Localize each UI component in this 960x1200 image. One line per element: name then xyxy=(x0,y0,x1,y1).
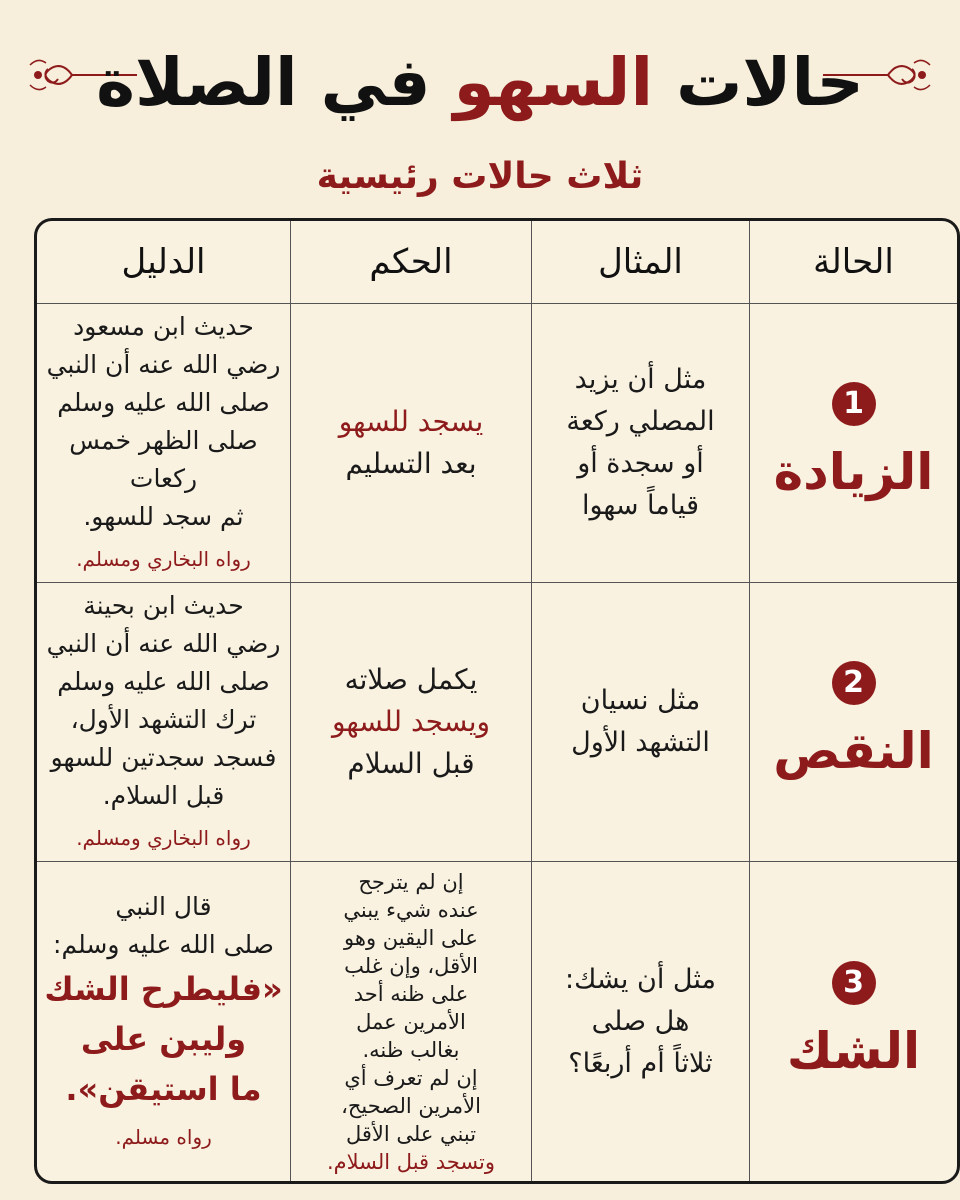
evidence-line: صلى الله عليه وسلم xyxy=(57,667,270,696)
header-evidence: الدليل xyxy=(37,221,291,304)
evidence-cell xyxy=(37,304,291,583)
number-badge: 2 xyxy=(832,661,876,705)
evidence-line: قال النبي xyxy=(115,891,212,921)
page-title xyxy=(0,38,960,128)
ruling-line-highlight: وتسجد قبل السلام. xyxy=(326,1149,496,1174)
evidence-line: رضي الله عنه أن النبي xyxy=(46,629,281,658)
hadith-quote-line: وليبن على xyxy=(80,1019,247,1058)
title-part-3: في الصلاة xyxy=(96,44,431,121)
ruling-line-highlight: ويسجد للسهو xyxy=(331,705,491,738)
evidence-line: صلى الظهر خمس ركعات xyxy=(69,426,258,493)
ruling-line: بعد التسليم xyxy=(345,447,477,480)
header xyxy=(0,0,960,215)
ruling-line: يكمل صلاته xyxy=(344,663,478,696)
example-line: أو سجدة أو xyxy=(577,448,704,479)
title-part-2: السهو xyxy=(453,44,654,121)
evidence-cell xyxy=(37,583,291,862)
hadith-quote-line: ما استيقن». xyxy=(65,1069,262,1108)
example-line: ثلاثاً أم أربعًا؟ xyxy=(568,1047,713,1079)
table-row xyxy=(37,304,957,583)
table-row xyxy=(37,862,957,1182)
example-cell xyxy=(532,304,750,583)
header-ruling: الحكم xyxy=(291,221,532,304)
evidence-source: رواه البخاري ومسلم. xyxy=(76,547,251,571)
evidence-line: ثم سجد للسهو. xyxy=(83,502,244,531)
table-header-row xyxy=(37,221,957,304)
case-cell xyxy=(750,583,958,862)
ruling-line: بغالب ظنه. xyxy=(362,1037,460,1062)
evidence-line: ترك التشهد الأول، xyxy=(70,705,257,734)
evidence-line: حديث ابن بحينة xyxy=(83,591,244,620)
example-line: المصلي ركعة xyxy=(566,406,715,437)
title-part-1: حالات xyxy=(676,44,864,121)
example-line: مثل أن يزيد xyxy=(574,364,707,395)
case-cell xyxy=(750,862,958,1182)
evidence-line: صلى الله عليه وسلم xyxy=(57,388,270,417)
cases-table xyxy=(37,221,957,1181)
header-example: المثال xyxy=(532,221,750,304)
ruling-line: الأمرين عمل xyxy=(356,1009,466,1034)
case-name: النقص xyxy=(773,722,934,780)
number-badge: 3 xyxy=(832,961,876,1005)
ruling-line: الأمرين الصحيح، xyxy=(341,1093,481,1118)
ruling-line: تبني على الأقل xyxy=(345,1121,477,1146)
evidence-line: رضي الله عنه أن النبي xyxy=(46,350,281,379)
evidence-cell xyxy=(37,862,291,1182)
number-badge: 1 xyxy=(832,382,876,426)
example-line: هل صلى xyxy=(591,1005,690,1037)
evidence-source: رواه البخاري ومسلم. xyxy=(76,826,251,850)
hadith-quote-line: «فليطرح الشك xyxy=(44,969,283,1008)
header-case: الحالة xyxy=(750,221,958,304)
ruling-line: على اليقين وهو xyxy=(344,925,478,950)
ruling-cell xyxy=(291,862,532,1182)
example-line: مثل نسيان xyxy=(580,685,701,716)
evidence-line: فسجد سجدتين للسهو xyxy=(50,743,277,772)
ruling-line: على ظنه أحد xyxy=(353,981,469,1006)
evidence-line: حديث ابن مسعود xyxy=(73,312,254,341)
case-name: الشك xyxy=(786,1021,921,1080)
ruling-cell xyxy=(291,304,532,583)
example-cell xyxy=(532,583,750,862)
example-line: قياماً سهوا xyxy=(581,490,700,521)
evidence-line: قبل السلام. xyxy=(102,781,225,810)
ruling-cell xyxy=(291,583,532,862)
example-line: مثل أن يشك: xyxy=(564,963,716,995)
ruling-line-highlight: يسجد للسهو xyxy=(338,405,484,438)
sahw-table xyxy=(34,218,960,1184)
ruling-line: قبل السلام xyxy=(347,747,475,780)
example-line: التشهد الأول xyxy=(571,727,710,758)
evidence-line: صلى الله عليه وسلم: xyxy=(53,929,274,959)
ruling-line: إن لم تعرف أي xyxy=(344,1065,478,1090)
ruling-line: الأقل، وإن غلب xyxy=(344,953,478,978)
example-cell xyxy=(532,862,750,1182)
case-name: الزيادة xyxy=(773,443,934,501)
ruling-line: إن لم يترجح xyxy=(358,869,464,894)
ruling-line: عنده شيء يبني xyxy=(343,897,479,922)
evidence-source: رواه مسلم. xyxy=(115,1124,212,1149)
case-cell xyxy=(750,304,958,583)
table-row xyxy=(37,583,957,862)
page-subtitle: ثلاث حالات رئيسية xyxy=(316,156,644,197)
